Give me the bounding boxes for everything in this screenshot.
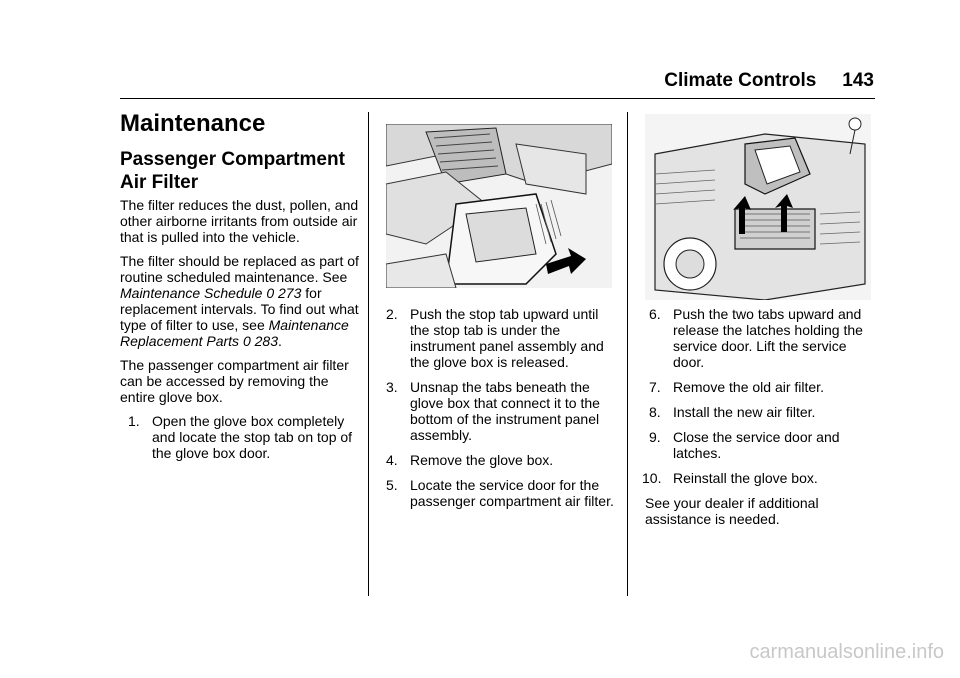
- step-text: Push the two tabs upward and release the latches holding the service door. Lift the service door.: [673, 306, 863, 370]
- step-text: Open the glove box completely and locate the stop tab on top of the glove box door.: [152, 413, 353, 461]
- list-item: [645, 306, 875, 370]
- closing-paragraph: See your dealer if additional assistance is needed.: [645, 495, 819, 527]
- step-number: 4.: [386, 452, 398, 468]
- text: .: [278, 333, 282, 349]
- subsection-heading: Passenger Compartment Air Filter: [120, 149, 345, 193]
- list-item: [645, 379, 875, 395]
- step-number: 2.: [386, 306, 398, 322]
- steps-list: [642, 306, 875, 486]
- list-item: [642, 470, 875, 486]
- schedule-paragraph: [120, 253, 360, 349]
- column-divider-1: [368, 112, 369, 596]
- steps-list: [386, 306, 614, 509]
- column-2: [386, 306, 614, 518]
- list-item: [386, 306, 614, 370]
- step-number: 8.: [649, 404, 661, 420]
- step-number: 9.: [649, 429, 661, 445]
- header-rule: [120, 98, 875, 99]
- maintenance-schedule-link[interactable]: Maintenance Schedule: [120, 285, 263, 301]
- step-text: Close the service door and latches.: [673, 429, 840, 461]
- step-number: 7.: [649, 379, 661, 395]
- column-divider-2: [627, 112, 628, 596]
- list-item: [386, 452, 614, 468]
- step-text: Unsnap the tabs beneath the glove box that connect it to the bottom of the instrument panel assembly.: [410, 379, 600, 443]
- step-number: 3.: [386, 379, 398, 395]
- access-paragraph: The passenger compartment air filter can be accessed by removing the entire glove box.: [120, 357, 349, 405]
- column-3: [642, 306, 875, 535]
- section-heading: Maintenance: [120, 110, 266, 137]
- step-text: Remove the glove box.: [410, 452, 554, 468]
- glove-box-figure: [386, 124, 612, 288]
- step-text: Locate the service door for the passenger compartment air filter.: [410, 477, 614, 509]
- list-item: [645, 404, 875, 420]
- step-number: 10.: [642, 470, 662, 486]
- step-text: Remove the old air filter.: [673, 379, 824, 395]
- step-number: 1.: [128, 413, 140, 429]
- step-text: Reinstall the glove box.: [673, 470, 818, 486]
- glove-box-illustration: [386, 124, 612, 288]
- steps-list: [128, 413, 360, 461]
- watermark: carmanualsonline.info: [749, 641, 944, 663]
- page-ref[interactable]: 0 283: [242, 333, 278, 349]
- list-item: [386, 379, 614, 443]
- air-filter-illustration: [645, 114, 871, 300]
- replacement-parts-link[interactable]: Maintenance Replacement Parts: [120, 317, 349, 349]
- page-number: 143: [842, 70, 874, 91]
- page-header: [664, 70, 874, 92]
- step-text: Push the stop tab upward until the stop tab is under the instrument panel assembly and the glove box is released.: [410, 306, 604, 370]
- intro-paragraph: The filter reduces the dust, pollen, and other airborne irritants from outside air that is pulled into the vehicle.: [120, 197, 359, 245]
- list-item: [645, 429, 875, 461]
- step-number: 5.: [386, 477, 398, 493]
- column-1: [120, 197, 360, 470]
- page-ref[interactable]: 0 273: [266, 285, 302, 301]
- step-text: Install the new air filter.: [673, 404, 816, 420]
- list-item: [386, 477, 614, 509]
- section-title: Climate Controls: [664, 70, 817, 91]
- step-number: 6.: [649, 306, 661, 322]
- list-item: [128, 413, 360, 461]
- text: for replacement intervals. To find out what type of filter to use, see: [120, 285, 359, 333]
- air-filter-figure: [645, 114, 871, 300]
- text: The filter should be replaced as part of routine scheduled maintenance. See: [120, 253, 359, 285]
